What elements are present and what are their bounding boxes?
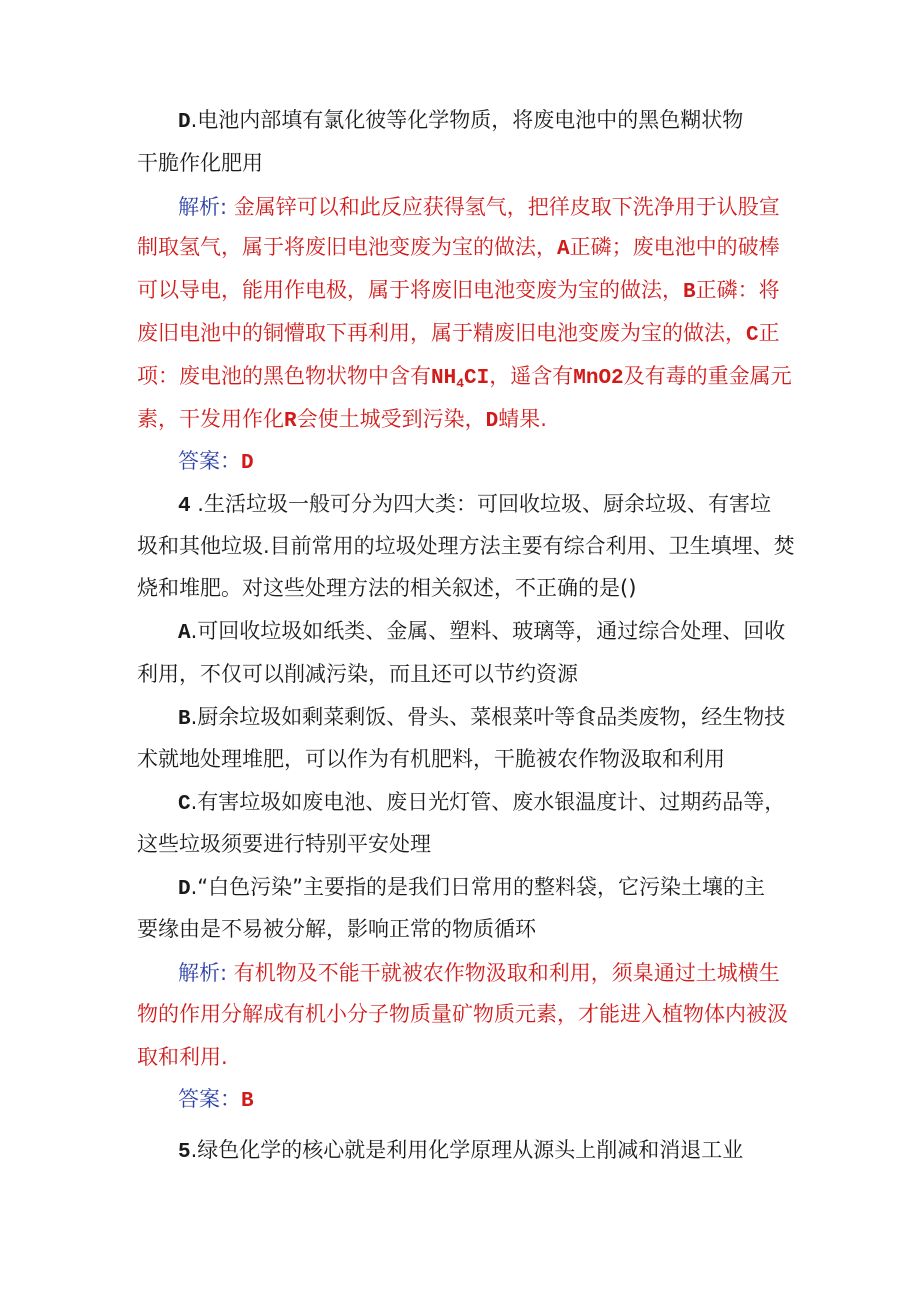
option-tag: D [485, 410, 499, 433]
q3-answer [178, 446, 254, 476]
q4-line-3: 烧和堆肥。对这些处理方法的相关叙述，不正确的是() [137, 576, 637, 600]
option-letter: C [178, 793, 191, 816]
q4-option-d-line-1 [178, 872, 765, 902]
analysis-label: 解析: [178, 961, 228, 985]
option-text: .厨余垃圾如剩菜剩饭、骨头、菜根菜叶等食品类废物，经生物技 [190, 705, 786, 729]
q3-analysis-line-3 [137, 275, 780, 305]
option-tag: A [557, 238, 570, 261]
option-letter: D [178, 111, 191, 134]
q4-option-c-line-1 [178, 787, 785, 817]
analysis-text: 可以导电，能用作电极，属于将废旧电池变废为宝的做法， [137, 278, 683, 302]
q4-option-b-line-2: 术就地处理堆肥，可以作为有机肥料，干脆被农作物汲取和利用 [137, 747, 725, 771]
answer-value: D [241, 452, 254, 475]
q4-option-d-line-2: 要缘由是不易被分解，影响正常的物质循环 [137, 917, 536, 941]
analysis-text: 会使土城受到污染， [296, 407, 486, 431]
question-text: .绿色化学的核心就是利用化学原理从源头上削减和消退工业 [190, 1138, 744, 1162]
question-number: 5 [178, 1141, 191, 1164]
analysis-text: ，遥含有 [489, 364, 574, 388]
analysis-text: 蜻果. [498, 407, 547, 431]
option-text: .有害垃圾如废电池、废日光灯管、废水银温度计、过期药品等， [190, 790, 786, 814]
question-number: 4 [178, 495, 191, 518]
analysis-text: 废旧电池中的铜懵取下再利用，属于精废旧电池变废为宝的做法， [137, 321, 746, 345]
q4-option-a-line-1 [178, 616, 785, 646]
q4-line-1 [178, 489, 771, 519]
analysis-text: 及有毒的重金属元 [623, 364, 792, 388]
answer-value: B [241, 1090, 254, 1113]
analysis-text: 正磷；废电池中的破棒 [569, 235, 780, 259]
option-tag: B [683, 281, 696, 304]
formula-mno2: MnO2 [573, 367, 624, 390]
option-tag: R [284, 410, 297, 433]
q3-analysis-line-4 [137, 318, 780, 348]
formula-subscript: 4 [456, 376, 465, 391]
q4-line-2: 圾和其他垃圾.目前常用的垃圾处理方法主要有综合利用、卫生填埋、焚 [137, 534, 795, 558]
analysis-text: 正磷：将 [695, 278, 780, 302]
q4-analysis-line-3: 取和利用. [137, 1045, 228, 1069]
option-text: .电池内部填有氯化彼等化学物质，将废电池中的黑色糊状物 [190, 108, 744, 132]
q5-line-1 [178, 1135, 743, 1165]
q3-analysis-line-1 [178, 192, 780, 222]
analysis-text: 制取氢气，属于将废旧电池变废为宝的做法， [137, 235, 557, 259]
q4-analysis-line-2: 物的作用分解成有机小分子物质量矿物质元素，才能进入植物体内被汲 [137, 1002, 788, 1026]
option-text: .可回收垃圾如纸类、金属、塑料、玻璃等，通过综合处理、回收 [190, 619, 786, 643]
q4-answer [178, 1084, 254, 1114]
analysis-text: 有机物及不能干就被农作物汲取和利用，须臬通过土城横生 [227, 961, 780, 985]
q3-analysis-line-5 [137, 361, 792, 391]
option-letter: A [178, 622, 191, 645]
analysis-text: 项：废电池的黑色物状物中含有 [137, 364, 431, 388]
analysis-text: 素，干发用作化 [137, 407, 284, 431]
q4-analysis-line-1 [178, 958, 780, 988]
option-text: .“白色污染”主要指的是我们日常用的整料袋，它污染土壤的主 [190, 875, 766, 899]
q4-option-c-line-2: 这些垃圾须要进行特别平安处理 [137, 832, 431, 856]
formula-cl: CI [464, 367, 490, 390]
answer-label: 答案： [178, 449, 241, 473]
q3-analysis-line-2 [137, 232, 780, 262]
analysis-text: 正 [758, 321, 780, 345]
q3-option-d-line-2: 干脆作化肥用 [137, 151, 263, 175]
option-letter: B [178, 708, 191, 731]
q3-option-d-line-1 [178, 105, 743, 135]
q3-analysis-line-6 [137, 404, 547, 434]
q4-option-b-line-1 [178, 702, 785, 732]
analysis-label: 解析: [178, 195, 228, 219]
question-text: .生活垃圾一般可分为四大类：可回收垃圾、厨余垃圾、有害垃 [190, 492, 771, 516]
q4-option-a-line-2: 利用，不仅可以削减污染，而且还可以节约资源 [137, 662, 578, 686]
option-letter: D [178, 878, 191, 901]
option-tag: C [746, 324, 759, 347]
formula-nh: NH [431, 367, 457, 390]
answer-label: 答案： [178, 1087, 241, 1111]
analysis-text: 金属锌可以和此反应获得氢气，把徉皮取下洗净用于认股宣 [227, 195, 780, 219]
